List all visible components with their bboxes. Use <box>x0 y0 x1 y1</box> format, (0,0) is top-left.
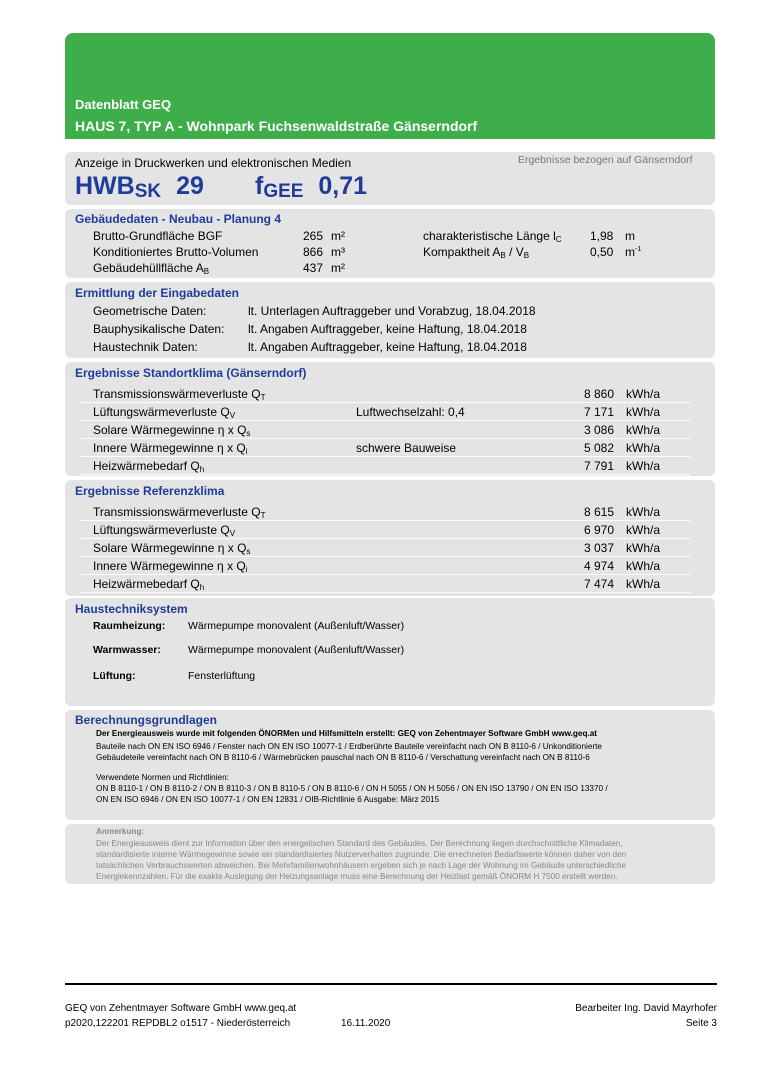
hwb-indicator <box>75 172 204 201</box>
standort-row-value: 3 086 <box>584 423 615 437</box>
lueftung-value: Fensterlüftung <box>188 670 256 682</box>
fgee-sub: GEE <box>263 181 304 202</box>
standort-row-label: Innere Wärmegewinne η x $Q_i$ <box>93 441 248 456</box>
referenz-divider-2 <box>80 538 690 539</box>
huellflaeche-unit: m² <box>331 261 345 275</box>
anmerkung-line-1: Der Energieausweis dient zur Information über den energetischen Standard des Gebäudes. Der Berechnung liegen durchschnittliche Klimadaten, <box>96 839 623 848</box>
fgee-indicator <box>255 172 367 201</box>
kompaktheit-value: 0,50 <box>590 245 614 259</box>
bauphysik-label: Bauphysikalische Daten: <box>93 322 225 336</box>
referenz-row-unit: kWh/a <box>626 505 661 519</box>
standort-row-extra: schwere Bauweise <box>356 441 457 455</box>
normen-line-1: ON B 8110-1 / ON B 8110-2 / ON B 8110-3 / ON B 8110-5 / ON B 8110-6 / ON H 5055 / ON H 5056 / ON EN ISO 13790 / ON EN ISO 13370 / <box>96 784 608 793</box>
summary-label: Anzeige in Druckwerken und elektronischen Medien <box>75 156 352 170</box>
referenz-row-value: 6 970 <box>584 523 615 537</box>
standort-title: Ergebnisse Standortklima (Gänserndorf) <box>75 366 307 380</box>
anmerkung-line-3: tatsächlichen Verbrauchswerten abweichen. Bei Mehrfamilienwohnhäusern ergeben sich je nach Lage der Wohnung im Gebäude unterschiedliche <box>96 861 627 870</box>
berechnung-line-1: Bauteile nach ON EN ISO 6946 / Fenster nach ON EN ISO 10077-1 / Erdberührte Bauteile vereinfacht nach ON B 8110-6 / Unkonditionierte <box>96 742 602 751</box>
normen-title: Verwendete Normen und Richtlinien: <box>96 773 229 782</box>
bgf-unit: m² <box>331 229 345 243</box>
volumen-label: Konditioniertes Brutto-Volumen <box>93 245 259 259</box>
anmerkung-line-2: standardisierte interne Wärmegewinne sowie ein standardisiertes Nutzerverhalten zugrunde. Die errechneten Bedarfswerte können daher von den <box>96 850 627 859</box>
volumen-value: 866 <box>303 245 324 259</box>
anmerkung-title: Anmerkung: <box>96 827 145 836</box>
huellflaeche-value: 437 <box>303 261 324 275</box>
volumen-unit: m³ <box>331 245 345 259</box>
standort-divider-2 <box>80 420 690 421</box>
footer-rule <box>65 983 717 985</box>
footer-software: GEQ von Zehentmayer Software GmbH www.geq.at <box>65 1003 297 1014</box>
standort-row-label: Heizwärmebedarf $Q_h$ <box>93 459 205 474</box>
fgee-label: f <box>255 172 264 200</box>
gebaeude-panel <box>65 209 715 278</box>
bgf-value: 265 <box>303 229 324 243</box>
document-title: Datenblatt GEQ <box>75 97 172 112</box>
footer-project: p2020,122201 REPDBL2 o1517 - Niederösterreich <box>65 1018 291 1029</box>
berechnung-bold-line: Der Energieausweis wurde mit folgenden ÖNORMen und Hilfsmitteln erstellt: GEQ von Zehentmayer Software GmbH www.geq.at <box>96 729 598 738</box>
referenz-divider-1 <box>80 520 690 521</box>
referenz-row-unit: kWh/a <box>626 523 661 537</box>
footer-author: Bearbeiter Ing. David Mayrhofer <box>575 1003 717 1014</box>
referenz-divider-4 <box>80 574 690 575</box>
summary-note: Ergebnisse bezogen auf Gänserndorf <box>518 154 693 166</box>
hwb-label: HWB <box>75 172 135 200</box>
referenz-row-unit: kWh/a <box>626 559 661 573</box>
document-subtitle: HAUS 7, TYP A - Wohnpark Fuchsenwaldstraße Gänserndorf <box>75 118 478 134</box>
geometrie-label: Geometrische Daten: <box>93 304 207 318</box>
referenz-row-value: 8 615 <box>584 505 615 519</box>
standort-row-label: Lüftungswärmeverluste $Q_V$ <box>93 405 236 420</box>
standort-row-unit: kWh/a <box>626 423 661 437</box>
haustechnik-daten-value: lt. Angaben Auftraggeber, keine Haftung, 18.04.2018 <box>248 340 527 354</box>
standort-divider-4 <box>80 456 690 457</box>
warmwasser-label: Warmwasser: <box>93 644 161 656</box>
hwb-sub: SK <box>134 181 162 202</box>
haustechnik-panel <box>65 598 715 706</box>
standort-row-unit: kWh/a <box>626 387 661 401</box>
raumheizung-value: Wärmepumpe monovalent (Außenluft/Wasser) <box>188 620 405 632</box>
header-banner <box>65 33 715 139</box>
raumheizung-label: Raumheizung: <box>93 620 166 632</box>
laenge-label: charakteristische Länge $l_C$ <box>423 229 562 244</box>
referenz-row-label: Innere Wärmegewinne η x $Q_i$ <box>93 559 248 574</box>
bgf-label: Brutto-Grundfläche BGF <box>93 229 223 243</box>
kompaktheit-label: Kompaktheit $A_B / V_B$ <box>423 245 530 260</box>
laenge-unit: m <box>625 229 635 243</box>
referenz-divider-5 <box>80 592 690 593</box>
summary-panel <box>65 152 715 205</box>
referenz-row-unit: kWh/a <box>626 541 661 555</box>
standort-row-extra: Luftwechselzahl: 0,4 <box>356 405 465 419</box>
standort-row-label: Transmissionswärmeverluste $Q_T$ <box>93 387 266 402</box>
eingabe-title: Ermittlung der Eingabedaten <box>75 286 240 300</box>
geometrie-value: lt. Unterlagen Auftraggeber und Vorabzug, 18.04.2018 <box>248 304 536 318</box>
referenz-row-label: Solare Wärmegewinne η x $Q_s$ <box>93 541 251 556</box>
anmerkung-panel <box>65 824 715 884</box>
fgee-value: 0,71 <box>318 172 368 200</box>
standort-row-label: Solare Wärmegewinne η x $Q_s$ <box>93 423 251 438</box>
standort-row-value: 8 860 <box>584 387 615 401</box>
bauphysik-value: lt. Angaben Auftraggeber, keine Haftung, 18.04.2018 <box>248 322 527 336</box>
standort-row-unit: kWh/a <box>626 441 661 455</box>
berechnung-panel <box>65 710 715 820</box>
standort-row-unit: kWh/a <box>626 405 661 419</box>
laenge-value: 1,98 <box>590 229 614 243</box>
standort-row-value: 7 171 <box>584 405 615 419</box>
footer-date: 16.11.2020 <box>341 1018 391 1029</box>
standort-divider-5 <box>80 474 690 475</box>
berechnung-line-2: Gebäudeteile vereinfacht nach ON B 8110-6 / Wärmebrücken pauschal nach ON B 8110-6 / Verschattung vereinfacht nach ON B 8110-6 <box>96 753 590 762</box>
huellflaeche-label: Gebäudehüllfläche $A_B$ <box>93 261 210 276</box>
haustechnik-title: Haustechniksystem <box>75 602 188 616</box>
berechnung-title: Berechnungsgrundlagen <box>75 713 218 727</box>
footer-page: Seite 3 <box>685 1018 717 1029</box>
referenz-row-value: 3 037 <box>584 541 615 555</box>
haustechnik-daten-label: Haustechnik Daten: <box>93 340 198 354</box>
standort-row-value: 7 791 <box>584 459 615 473</box>
standort-row-value: 5 082 <box>584 441 615 455</box>
anmerkung-line-4: Energiekennzahlen. Für die exakte Auslegung der Heizungsanlage muss eine Berechnung der Heizlast gemäß ÖNORM H 7500 erstellt werden. <box>96 872 618 881</box>
referenz-row-label: Heizwärmebedarf $Q_h$ <box>93 577 205 592</box>
referenz-row-label: Lüftungswärmeverluste $Q_V$ <box>93 523 236 538</box>
standort-divider-1 <box>80 402 690 403</box>
warmwasser-value: Wärmepumpe monovalent (Außenluft/Wasser) <box>188 644 405 656</box>
eingabe-panel <box>65 282 715 358</box>
hwb-value: 29 <box>176 172 204 200</box>
lueftung-label: Lüftung: <box>93 670 136 682</box>
referenz-row-unit: kWh/a <box>626 577 661 591</box>
referenz-row-label: Transmissionswärmeverluste $Q_T$ <box>93 505 266 520</box>
gebaeude-title: Gebäudedaten - Neubau - Planung 4 <box>75 212 282 226</box>
referenz-divider-3 <box>80 556 690 557</box>
standort-divider-3 <box>80 438 690 439</box>
kompaktheit-unit: $m^{-1}$ <box>625 245 642 259</box>
standort-row-unit: kWh/a <box>626 459 661 473</box>
referenz-title: Ergebnisse Referenzklima <box>75 484 225 498</box>
referenz-row-value: 7 474 <box>584 577 615 591</box>
referenz-row-value: 4 974 <box>584 559 615 573</box>
normen-line-2: ON EN ISO 6946 / ON EN ISO 10077-1 / ON EN 12831 / OIB-Richtlinie 6 Ausgabe: März 2015 <box>96 795 440 804</box>
